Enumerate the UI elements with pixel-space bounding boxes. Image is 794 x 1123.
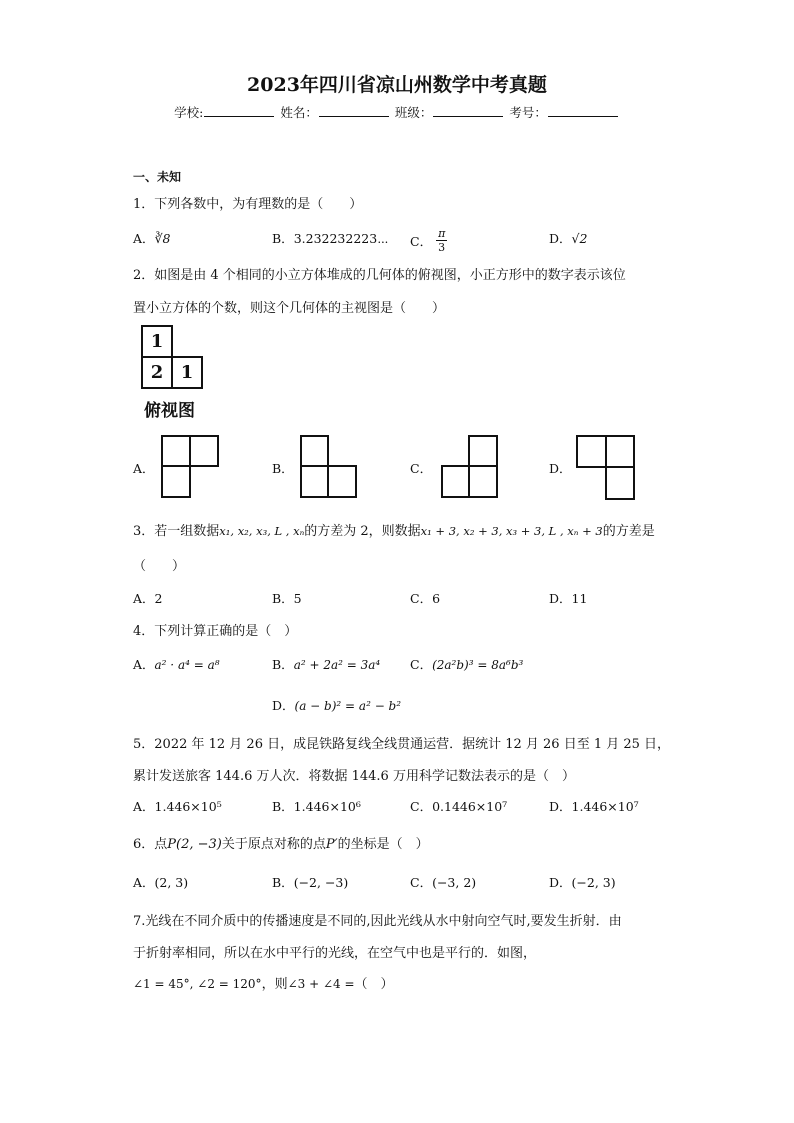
q4-option-a[interactable] — [133, 655, 220, 673]
q5-option-a[interactable]: A．1.446×10⁵ — [133, 799, 222, 814]
q2-option-c-figure[interactable] — [441, 435, 498, 498]
q6-b-label: B． — [272, 875, 294, 890]
q2-c-label[interactable]: C． — [410, 461, 433, 476]
q4-a-value: a² · a⁴ = a⁸ — [154, 658, 220, 672]
q6-option-a[interactable] — [133, 873, 188, 891]
figure-square — [300, 435, 329, 467]
q1-b-label: B． — [272, 231, 294, 246]
q6-b-value: (−2, −3) — [293, 875, 349, 890]
q3-option-c[interactable]: C．6 — [410, 591, 441, 606]
q6-d-value: (−2, 3) — [571, 875, 616, 890]
name-label: 姓名： — [280, 105, 318, 120]
school-blank[interactable] — [204, 104, 274, 117]
q4-option-b[interactable] — [272, 655, 380, 673]
q4-c-value: (2a²b)³ = 8a⁶b³ — [432, 658, 524, 672]
q6-stem-a: 6．点 — [133, 837, 168, 852]
grid-cell-bottom-left: 2 — [141, 356, 173, 389]
q2-option-d-figure[interactable] — [576, 435, 635, 500]
q6-option-d[interactable] — [549, 873, 616, 891]
q5-option-d[interactable]: D．1.446×10⁷ — [549, 799, 639, 814]
q6-c-value: (−3, 2) — [432, 875, 477, 890]
q6-point-prime: P′ — [325, 837, 338, 852]
q1-a-label: A． — [133, 231, 155, 246]
figure-square — [161, 435, 191, 467]
q7-stem-mid: ，则 — [261, 977, 288, 992]
q5-option-b[interactable]: B．1.446×10⁶ — [272, 799, 361, 814]
q2-option-a-figure[interactable] — [161, 435, 219, 498]
figure-square — [576, 435, 607, 468]
q4-c-label: C． — [410, 657, 433, 672]
grid-cell-bottom-right: 1 — [171, 356, 203, 389]
section-heading: 一、未知 — [133, 170, 182, 184]
q6-c-label: C． — [410, 875, 433, 890]
class-blank[interactable] — [433, 104, 503, 117]
q4-stem: 4．下列计算正确的是（ ） — [133, 624, 298, 639]
figure-square — [189, 435, 219, 467]
q4-d-value: (a − b)² = a² − b² — [294, 699, 402, 713]
number-blank[interactable] — [548, 104, 618, 117]
q7-paren: （ ） — [354, 977, 394, 992]
q6-a-value: (2, 3) — [154, 875, 189, 890]
school-label: 学校: — [174, 105, 204, 120]
q1-a-value: ∛8 — [154, 231, 171, 246]
q3-new-data-set: x₁ + 3, x₂ + 3, x₃ + 3, L , xₙ + 3 — [420, 524, 603, 538]
q1-c-label: C． — [410, 234, 433, 249]
q2-stem-line2: 置小立方体的个数，则这个几何体的主视图是（ ） — [133, 301, 446, 316]
q7-ask: ∠3 + ∠4 = — [287, 977, 355, 991]
q2-d-label[interactable]: D． — [549, 461, 572, 476]
q6-a-label: A． — [133, 875, 155, 890]
figure-square — [605, 466, 635, 500]
q6-option-b[interactable] — [272, 873, 348, 891]
name-blank[interactable] — [319, 104, 389, 117]
class-label: 班级： — [394, 105, 433, 120]
q1-c-denominator: 3 — [438, 241, 446, 254]
q6-d-label: D． — [549, 875, 572, 890]
student-info-line — [0, 103, 794, 121]
q1-option-a[interactable] — [133, 229, 170, 247]
q1-option-b[interactable] — [272, 229, 388, 247]
q5-stem-line2: 累计发送旅客 144.6 万人次．将数据 144.6 万用科学记数法表示的是（ ） — [133, 769, 575, 784]
q3-stem-c: 的方差是 — [602, 524, 655, 539]
q3-data-set: x₁, x₂, x₃, L , xₙ — [219, 524, 305, 538]
q5-stem-line1: 5．2022 年 12 月 26 日，成昆铁路复线全线贯通运营．据统计 12 月 26 日至 1 月 25 日， — [133, 737, 671, 752]
q3-paren: （ ） — [133, 559, 186, 574]
q3-stem-a: 3．若一组数据 — [133, 524, 220, 539]
q3-option-b[interactable]: B．5 — [272, 591, 302, 606]
q1-option-d[interactable] — [549, 229, 587, 247]
q2-a-label[interactable]: A． — [133, 461, 155, 476]
q7-stem-line1: 7.光线在不同介质中的传播速度是不同的,因此光线从水中射向空气时,要发生折射．由 — [133, 914, 622, 929]
q2-top-view-grid — [141, 325, 211, 391]
q4-a-label: A． — [133, 657, 155, 672]
q3-option-a[interactable]: A．2 — [133, 591, 163, 606]
q1-d-label: D． — [549, 231, 572, 246]
figure-square — [441, 465, 470, 498]
q3-stem — [133, 520, 655, 539]
figure-square — [300, 465, 329, 498]
figure-square — [468, 465, 498, 498]
q4-option-d[interactable] — [272, 696, 401, 714]
q2-figure-caption: 俯视图 — [144, 401, 195, 421]
q6-stem-b: 关于原点对称的点 — [221, 837, 326, 852]
number-label: 考号： — [509, 105, 547, 120]
q1-b-value: 3.232232223⋯ — [293, 231, 389, 246]
q2-b-label[interactable]: B． — [272, 461, 294, 476]
q6-stem-c: 的坐标是（ ） — [337, 837, 429, 852]
grid-cell-top: 1 — [141, 325, 173, 358]
q2-stem-line1: 2．如图是由 4 个相同的小立方体堆成的几何体的俯视图，小正方形中的数字表示该位 — [133, 268, 626, 283]
q7-condition: ∠1 = 45°, ∠2 = 120° — [133, 977, 262, 991]
q1-d-value: √2 — [571, 231, 588, 246]
figure-square — [327, 465, 357, 498]
q4-b-label: B． — [272, 657, 294, 672]
q7-stem-line3 — [133, 973, 394, 992]
q5-option-c[interactable]: C．0.1446×10⁷ — [410, 799, 508, 814]
q3-stem-b: 的方差为 2，则数据 — [304, 524, 421, 539]
q4-b-value: a² + 2a² = 3a⁴ — [293, 658, 381, 672]
q1-c-numerator: π — [438, 227, 446, 240]
q1-stem: 1．下列各数中，为有理数的是（ ） — [133, 197, 363, 212]
q4-d-label: D． — [272, 698, 295, 713]
q6-option-c[interactable] — [410, 873, 476, 891]
q6-point: P(2, −3) — [167, 837, 222, 852]
figure-square — [161, 465, 191, 498]
q2-option-b-figure[interactable] — [300, 435, 357, 498]
q7-stem-line2: 于折射率相同，所以在水中平行的光线，在空气中也是平行的．如图， — [133, 946, 537, 961]
figure-square — [605, 435, 635, 468]
q4-option-c[interactable] — [410, 655, 523, 673]
q1-option-c[interactable] — [410, 229, 447, 256]
q1-c-fraction — [436, 227, 447, 254]
page-title: 2023年四川省凉山州数学中考真题 — [247, 74, 547, 96]
q3-option-d[interactable]: D．11 — [549, 591, 588, 606]
q6-stem — [133, 833, 429, 852]
figure-square — [468, 435, 498, 467]
